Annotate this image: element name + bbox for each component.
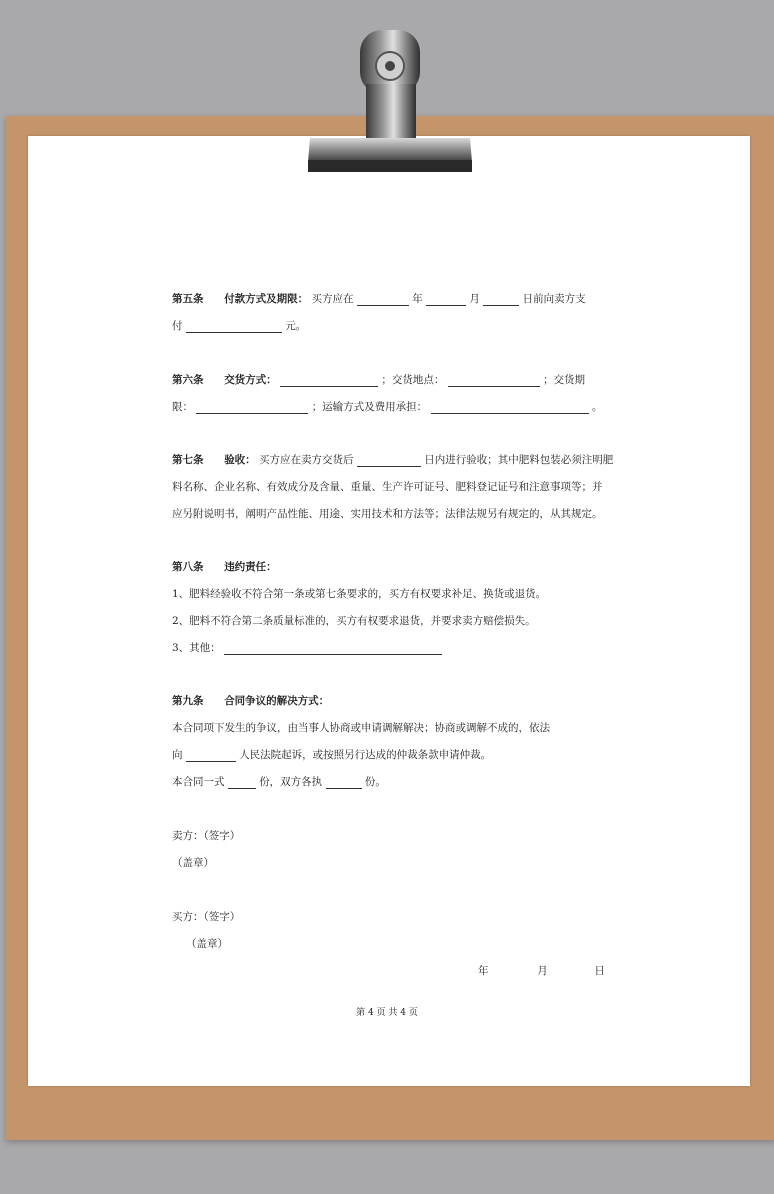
article6-heading: 第六条 — [172, 374, 204, 386]
date-day: 日 — [594, 965, 605, 977]
article5-title: 付款方式及期限： — [224, 293, 309, 305]
binder-clip-icon — [300, 26, 480, 176]
article6-line2 — [172, 400, 602, 414]
article6-text: ；运输方式及费用承担： — [311, 401, 428, 413]
blank-field — [224, 643, 442, 655]
article8-line1 — [172, 560, 277, 574]
article5-text: 买方应在 — [311, 293, 354, 305]
article6-line1 — [172, 373, 585, 387]
article6-text: 。 — [591, 401, 603, 413]
seller-seal: （盖章） — [172, 857, 214, 869]
article7-text: 日内进行验收；其中肥料包装必须注明肥 — [424, 454, 614, 466]
article7-line3: 应另附说明书，阐明产品性能、用途、实用技术和方法等；法律法规另有规定的，从其规定。 — [172, 508, 603, 520]
blank-field — [186, 750, 236, 762]
buyer-seal: （盖章） — [186, 938, 228, 950]
blank-field — [326, 777, 362, 789]
article8-item1: 1、肥料经验收不符合第一条或第七条要求的，买方有权要求补足、换货或退货。 — [172, 588, 547, 600]
article5-text: 付 — [172, 320, 183, 332]
article7-line1 — [172, 453, 613, 467]
blank-field — [426, 294, 466, 306]
article9-heading: 第九条 — [172, 695, 204, 707]
article9-text: 人民法院起诉，或按照另行达成的仲裁条款申请仲裁。 — [239, 749, 492, 761]
page-number: 第 4 页 共 4 页 — [356, 1008, 418, 1018]
date-month: 月 — [537, 965, 548, 977]
article8-text: 3、其他： — [172, 642, 221, 654]
article8-item3 — [172, 641, 442, 655]
article6-title: 交货方式： — [224, 374, 277, 386]
article9-text: 份，双方各执 — [259, 776, 323, 788]
article9-text1: 本合同项下发生的争议，由当事人协商或申请调解解决；协商或调解不成的，依法 — [172, 722, 550, 734]
blank-field — [357, 294, 409, 306]
blank-field — [483, 294, 519, 306]
article7-line2: 料名称、企业名称、有效成分及含量、重量、生产许可证号、肥料登记证号和注意事项等；并 — [172, 481, 603, 493]
article5-text: 元。 — [285, 320, 307, 332]
buyer-signature: 买方：（签字） — [172, 911, 241, 923]
article9-text: 本合同一式 — [172, 776, 225, 788]
article9-text2 — [172, 748, 491, 762]
year-label: 年 — [412, 293, 423, 305]
article5-line2 — [172, 319, 306, 333]
article9-text: 向 — [172, 749, 183, 761]
date-year: 年 — [478, 965, 489, 977]
date-line — [478, 964, 605, 978]
document-page — [28, 136, 750, 1086]
article7-heading: 第七条 — [172, 454, 204, 466]
blank-field — [196, 402, 308, 414]
article9-text3 — [172, 775, 386, 789]
article7-text: 买方应在卖方交货后 — [259, 454, 354, 466]
blank-field — [228, 777, 256, 789]
article7-title: 验收： — [224, 454, 256, 466]
blank-field — [448, 375, 540, 387]
blank-field — [280, 375, 378, 387]
month-label: 月 — [469, 293, 480, 305]
article9-line1 — [172, 694, 329, 708]
article6-text: ；交货期 — [543, 374, 586, 386]
blank-field — [431, 402, 589, 414]
article8-heading: 第八条 — [172, 561, 204, 573]
article9-text: 份。 — [364, 776, 386, 788]
article5-line1 — [172, 292, 586, 306]
seller-signature: 卖方：（签字） — [172, 830, 241, 842]
article6-text: ；交货地点： — [381, 374, 445, 386]
article8-title: 违约责任： — [224, 561, 277, 573]
article9-title: 合同争议的解决方式： — [224, 695, 330, 707]
article6-text: 限： — [172, 401, 193, 413]
blank-field — [186, 321, 282, 333]
article5-text: 日前向卖方支 — [522, 293, 586, 305]
article5-heading: 第五条 — [172, 293, 204, 305]
blank-field — [357, 455, 421, 467]
article8-item2: 2、肥料不符合第二条质量标准的，买方有权要求退货，并要求卖方赔偿损失。 — [172, 615, 536, 627]
